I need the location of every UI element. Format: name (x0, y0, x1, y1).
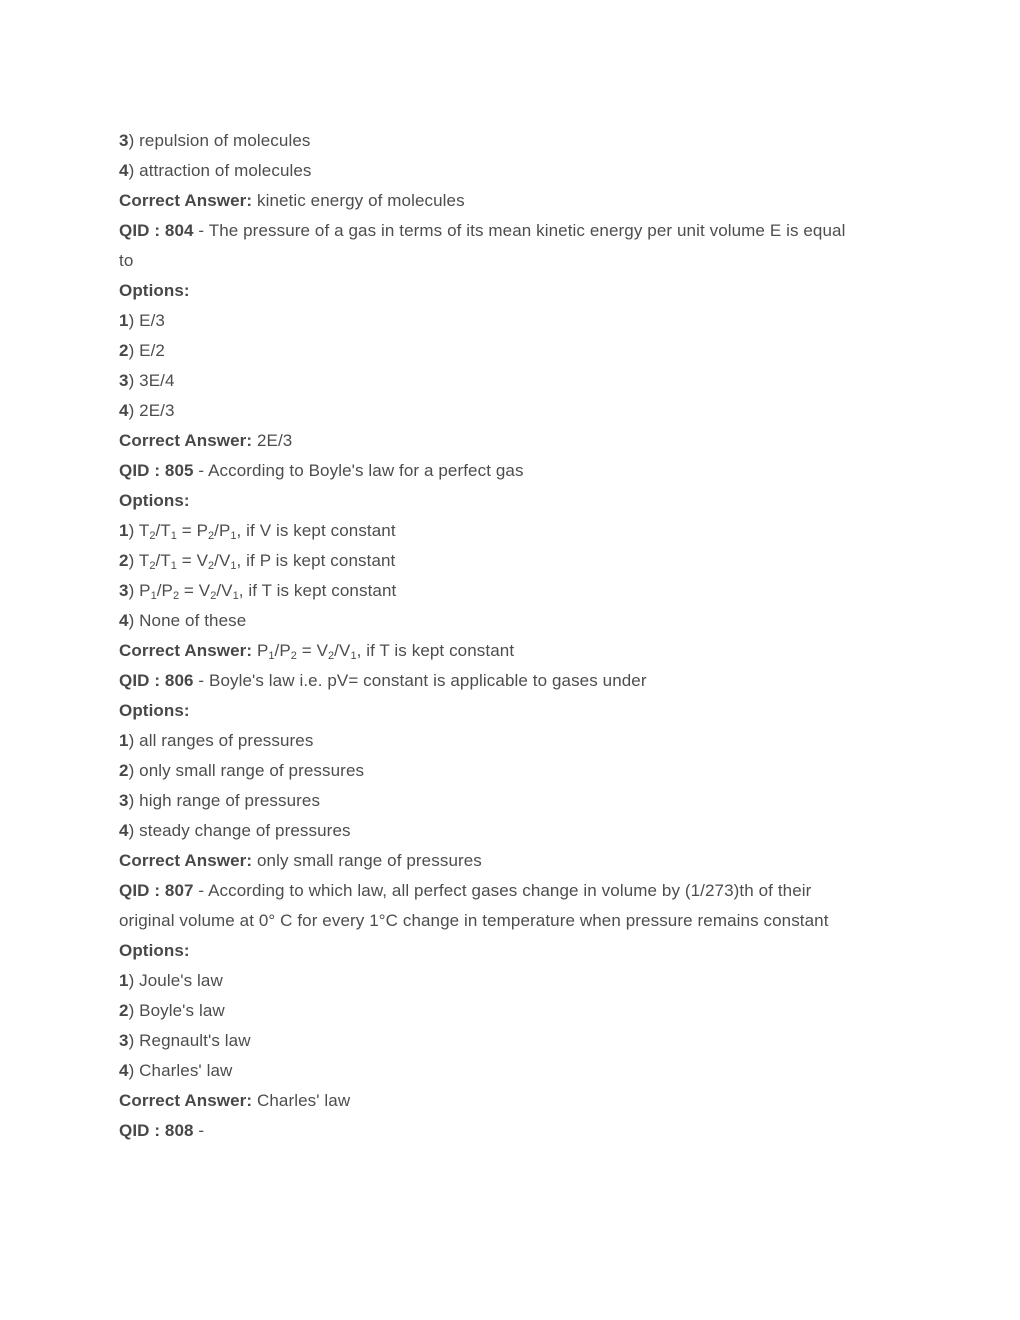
text-segment: P (252, 641, 269, 660)
text-segment-bold: Correct Answer: (119, 641, 253, 660)
text-segment: ) T (128, 551, 150, 570)
text-segment-bold: 1 (119, 731, 129, 750)
text-segment-bold: 1 (119, 311, 129, 330)
text-segment-bold: QID : 807 (119, 881, 194, 900)
text-segment-subscript: 2 (210, 590, 217, 602)
text-segment-bold: 1 (119, 971, 129, 990)
text-line (119, 1056, 919, 1086)
text-segment: = V (179, 581, 211, 600)
text-segment-bold: QID : 804 (119, 221, 194, 240)
document-page (119, 126, 919, 1146)
text-line (119, 606, 919, 636)
text-line (119, 126, 919, 156)
text-segment-subscript: 2 (208, 560, 215, 572)
text-segment-bold: Correct Answer: (119, 851, 253, 870)
text-segment-bold: Correct Answer: (119, 431, 253, 450)
text-line (119, 906, 919, 936)
text-segment-bold: Options: (119, 491, 190, 510)
text-segment: = P (176, 521, 209, 540)
text-segment: ) T (128, 521, 150, 540)
text-line (119, 576, 919, 606)
text-segment: ) 3E/4 (128, 371, 175, 390)
text-line (119, 636, 919, 666)
text-segment: /P (274, 641, 291, 660)
text-segment: - The pressure of a gas in terms of its mean kinetic energy per unit volume E is equal (193, 221, 846, 240)
text-segment: /T (155, 521, 171, 540)
text-segment: = V (296, 641, 329, 660)
text-segment: ) 2E/3 (128, 401, 175, 420)
text-segment: /P (214, 521, 231, 540)
text-segment-subscript: 1 (350, 650, 357, 662)
text-line (119, 186, 919, 216)
text-segment: kinetic energy of molecules (252, 191, 465, 210)
text-segment-bold: 3 (119, 1031, 129, 1050)
text-line (119, 486, 919, 516)
text-segment-bold: 4 (119, 401, 129, 420)
text-line (119, 276, 919, 306)
text-segment-bold: QID : 805 (119, 461, 194, 480)
text-segment: ) high range of pressures (128, 791, 321, 810)
text-segment-bold: 2 (119, 1001, 129, 1020)
text-line (119, 876, 919, 906)
text-segment-bold: 2 (119, 761, 129, 780)
text-line (119, 306, 919, 336)
text-segment-bold: 3 (119, 581, 129, 600)
text-line (119, 1116, 919, 1146)
text-segment: Charles' law (252, 1091, 351, 1110)
text-line (119, 846, 919, 876)
text-segment-subscript: 2 (208, 530, 215, 542)
text-segment: ) None of these (128, 611, 247, 630)
text-segment: /T (155, 551, 171, 570)
text-line (119, 1086, 919, 1116)
text-line (119, 756, 919, 786)
text-line (119, 156, 919, 186)
text-segment: - According to which law, all perfect gases change in volume by (1/273)th of their (193, 881, 812, 900)
text-segment-bold: Options: (119, 701, 190, 720)
text-line (119, 696, 919, 726)
text-segment-subscript: 2 (172, 590, 180, 602)
text-segment-bold: Options: (119, 281, 190, 300)
text-segment: ) P (128, 581, 151, 600)
text-segment-subscript: 1 (150, 590, 157, 602)
text-segment-bold: 4 (119, 611, 129, 630)
text-segment: , if V is kept constant (236, 521, 396, 540)
text-segment: only small range of pressures (252, 851, 482, 870)
text-line (119, 1026, 919, 1056)
text-segment: /V (214, 551, 231, 570)
text-segment: ) E/3 (128, 311, 165, 330)
text-segment: /V (334, 641, 351, 660)
text-segment: , if T is kept constant (356, 641, 515, 660)
text-segment: /V (216, 581, 233, 600)
text-segment-subscript: 1 (230, 530, 237, 542)
text-segment: to (119, 251, 134, 270)
text-line (119, 666, 919, 696)
text-segment-subscript: 2 (149, 560, 156, 572)
text-segment: , if T is kept constant (238, 581, 397, 600)
text-segment: - Boyle's law i.e. pV= constant is applicable to gases under (193, 671, 647, 690)
text-line (119, 936, 919, 966)
text-line (119, 456, 919, 486)
text-segment: ) all ranges of pressures (128, 731, 314, 750)
text-line (119, 966, 919, 996)
text-segment: = V (176, 551, 209, 570)
text-segment-subscript: 2 (149, 530, 156, 542)
text-line (119, 996, 919, 1026)
text-segment-bold: Correct Answer: (119, 1091, 253, 1110)
text-segment-bold: 2 (119, 341, 129, 360)
text-segment-bold: 4 (119, 1061, 129, 1080)
text-line (119, 816, 919, 846)
text-segment-bold: 1 (119, 521, 129, 540)
text-segment-subscript: 1 (230, 560, 237, 572)
text-segment: ) steady change of pressures (128, 821, 351, 840)
text-line (119, 516, 919, 546)
text-segment: , if P is kept constant (236, 551, 396, 570)
text-line (119, 426, 919, 456)
text-segment-subscript: 2 (328, 650, 335, 662)
text-segment-subscript: 1 (170, 530, 177, 542)
text-segment: - (193, 1121, 205, 1140)
text-segment: ) Boyle's law (128, 1001, 225, 1020)
text-segment: /P (156, 581, 173, 600)
text-line (119, 216, 919, 246)
text-segment-bold: 4 (119, 161, 129, 180)
text-segment: ) E/2 (128, 341, 165, 360)
text-segment-subscript: 1 (170, 560, 177, 572)
text-segment: ) attraction of molecules (128, 161, 312, 180)
text-segment: ) Regnault's law (128, 1031, 251, 1050)
text-segment-bold: 4 (119, 821, 129, 840)
text-segment-bold: 2 (119, 551, 129, 570)
text-line (119, 246, 919, 276)
text-line (119, 336, 919, 366)
text-segment-subscript: 1 (232, 590, 239, 602)
text-segment-subscript: 2 (290, 650, 297, 662)
text-segment: ) Joule's law (128, 971, 223, 990)
text-segment-bold: QID : 806 (119, 671, 194, 690)
text-segment-bold: 3 (119, 371, 129, 390)
text-segment: - According to Boyle's law for a perfect gas (193, 461, 524, 480)
text-line (119, 396, 919, 426)
text-segment: ) repulsion of molecules (128, 131, 311, 150)
text-segment: original volume at 0° C for every 1°C change in temperature when pressure remains constant (119, 911, 829, 930)
text-segment-bold: 3 (119, 131, 129, 150)
text-segment: ) Charles' law (128, 1061, 233, 1080)
text-segment-bold: 3 (119, 791, 129, 810)
text-segment: ) only small range of pressures (128, 761, 365, 780)
text-line (119, 366, 919, 396)
text-line (119, 726, 919, 756)
text-segment: 2E/3 (252, 431, 293, 450)
text-line (119, 546, 919, 576)
text-segment-bold: Correct Answer: (119, 191, 253, 210)
text-segment-bold: QID : 808 (119, 1121, 194, 1140)
text-line (119, 786, 919, 816)
text-segment-bold: Options: (119, 941, 190, 960)
text-segment-subscript: 1 (268, 650, 275, 662)
